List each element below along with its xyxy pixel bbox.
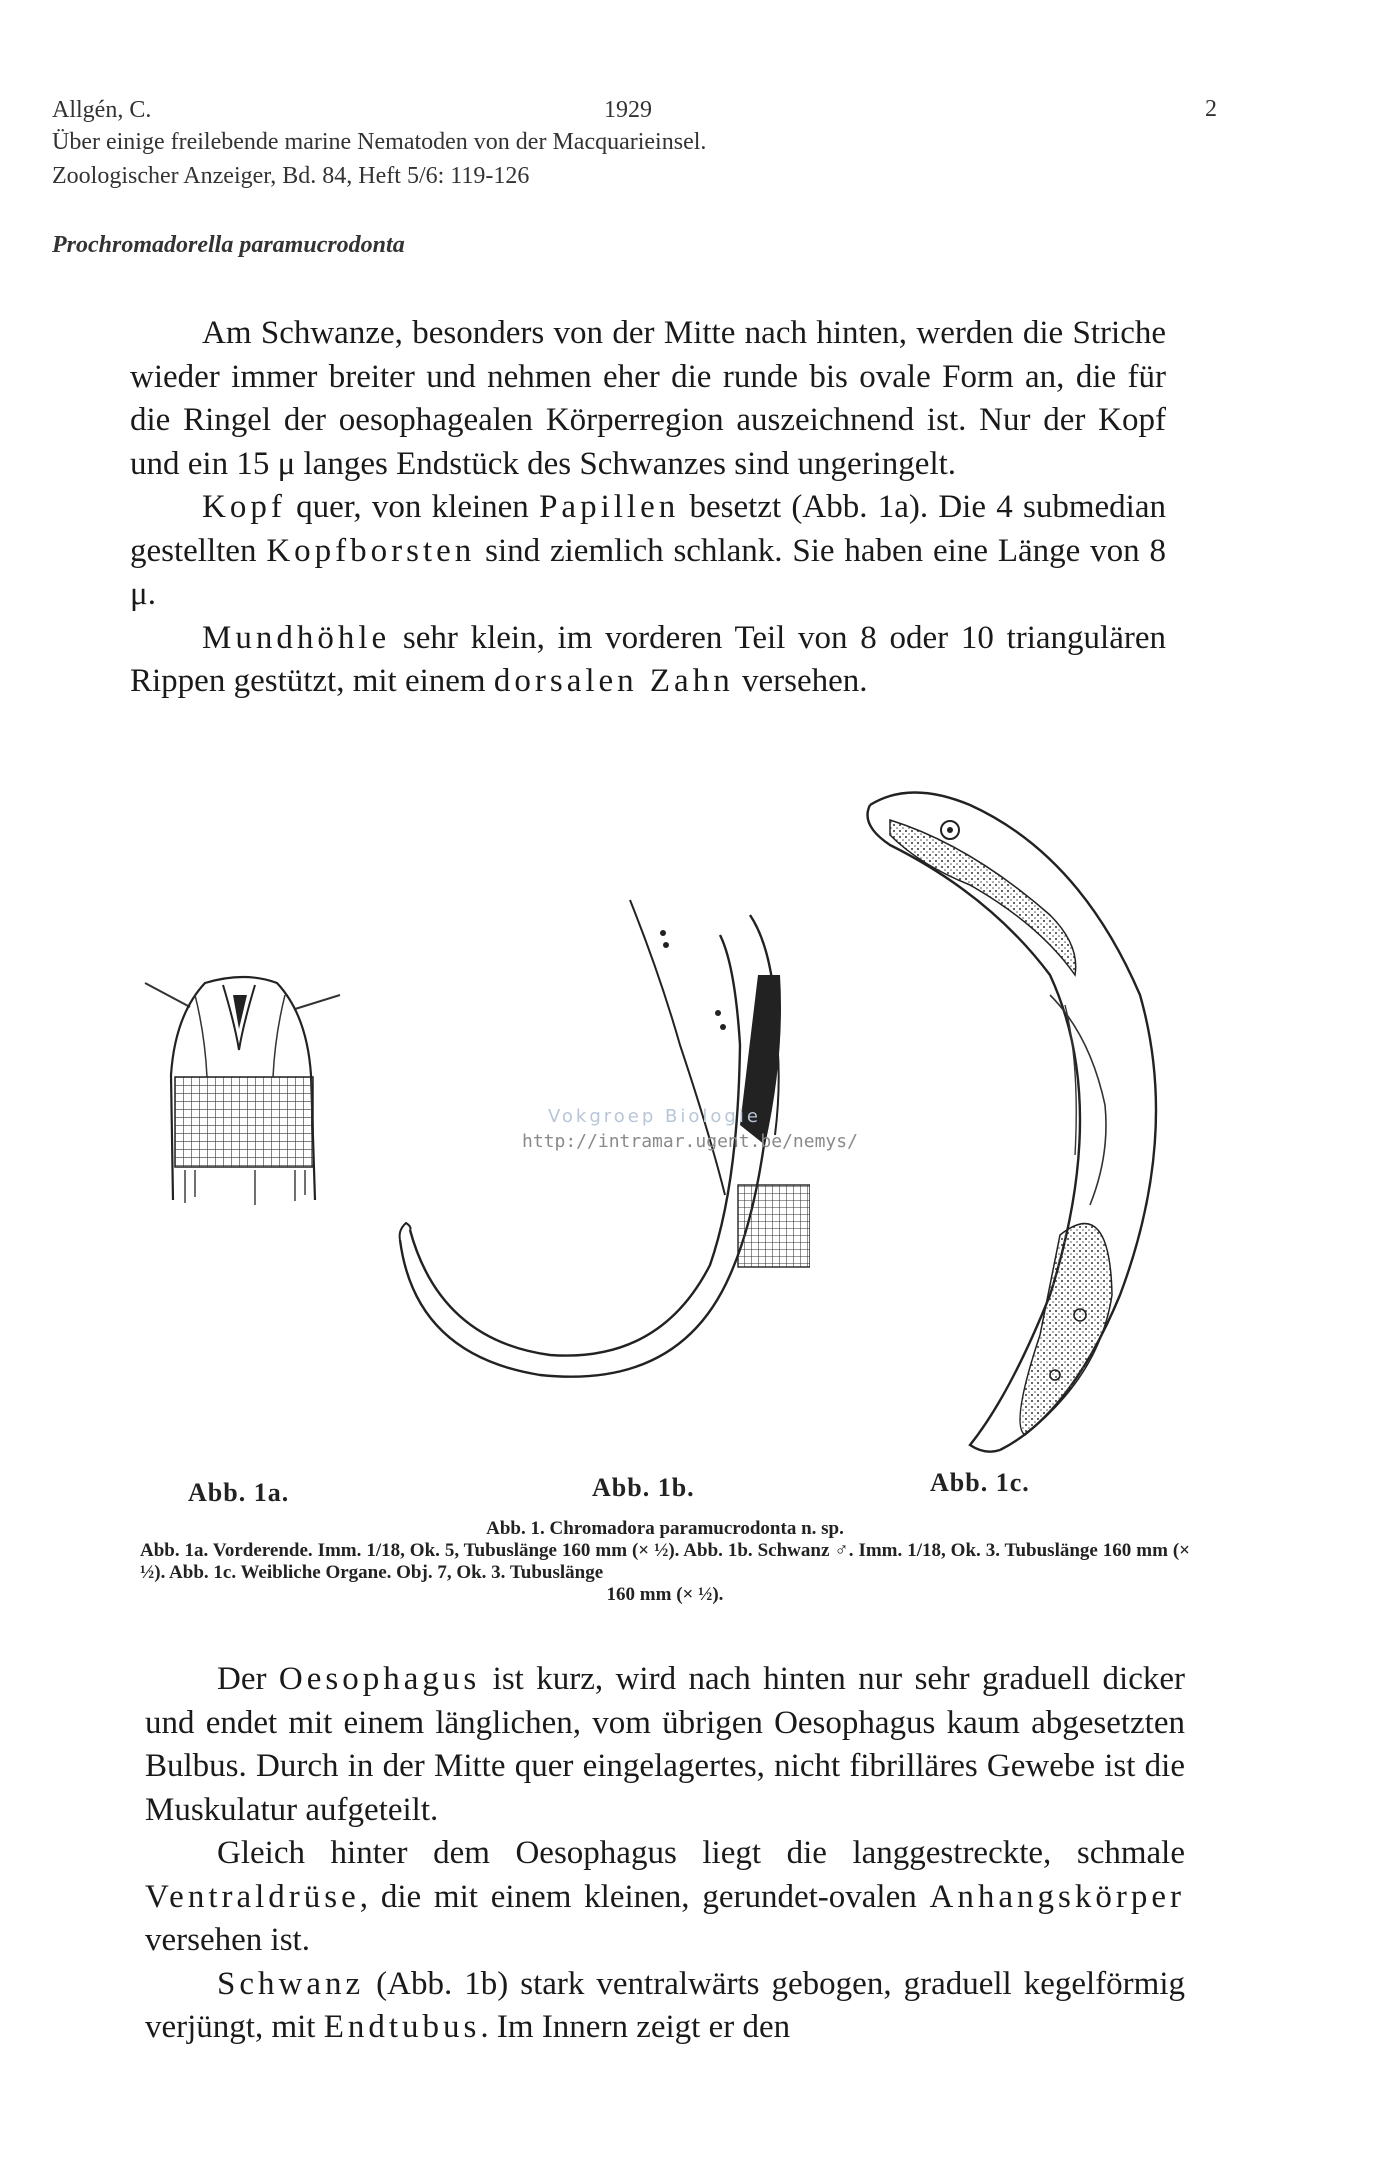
paragraph-oesophagus: Der Oesophagus ist kurz, wird nach hinten nur sehr graduell dicker und endet mit einem länglichen, vom übrigen Oesophagus kaum abgesetzten Bulbus. Durch in der Mitte quer eingelagertes, nicht fibrilläres Gewebe ist die Muskulatur aufgeteilt. bbox=[145, 1661, 1186, 1828]
term-anhangskoerper: Anhangskörper bbox=[929, 1878, 1185, 1915]
term-kopfborsten: Kopfborsten bbox=[266, 532, 476, 569]
caption-end: 160 mm (× ½). bbox=[606, 1584, 724, 1605]
paragraph-ventral-gland: Gleich hinter dem Oesophagus liegt die langgestreckte, schmale Ventraldrüse, die mit einem kleinen, gerundet-ovalen Anhangskörper versehen ist. bbox=[145, 1835, 1185, 1958]
figure-label-1a: Abb. 1a. bbox=[188, 1478, 290, 1507]
term-papillen: Papillen bbox=[539, 489, 680, 525]
year: 1929 bbox=[604, 97, 652, 123]
body-text-top bbox=[130, 312, 1166, 704]
figure-1c-female-organs-drawing bbox=[850, 775, 1200, 1455]
term-oesophagus: Oesophagus bbox=[278, 1661, 481, 1697]
term-ventraldruese: Ventraldrüse bbox=[145, 1878, 360, 1915]
figure-label-1b: Abb. 1b. bbox=[592, 1473, 695, 1502]
figure-caption bbox=[140, 1518, 1190, 1606]
figure-1a-head-drawing bbox=[135, 965, 350, 1225]
page-number: 2 bbox=[1205, 96, 1217, 122]
paragraph-mouth: Mundhöhle sehr klein, im vorderen Teil von 8 oder 10 triangulären Rippen gestützt, mit einem dorsalen Zahn versehen. bbox=[130, 619, 1166, 699]
watermark-url: http://intramar.ugent.be/nemys/ bbox=[522, 1131, 858, 1152]
species-name: Prochromadorella paramucrodonta bbox=[52, 232, 405, 258]
caption-title: Abb. 1. Chromadora paramucrodonta n. sp. bbox=[486, 1518, 844, 1539]
author: Allgén, C. bbox=[52, 97, 152, 123]
term-kopf: Kopf bbox=[202, 489, 286, 525]
term-endtubus: Endtubus bbox=[323, 2009, 481, 2045]
term-schwanz: Schwanz bbox=[217, 1965, 365, 2002]
figure-label-1c: Abb. 1c. bbox=[930, 1468, 1030, 1497]
journal-reference: Zoologischer Anzeiger, Bd. 84, Heft 5/6: 119-126 bbox=[52, 163, 530, 189]
term-dorsaler-zahn: dorsalen Zahn bbox=[493, 663, 734, 699]
paragraph-tail: Schwanz (Abb. 1b) stark ventralwärts gebogen, graduell kegelförmig verjüngt, mit Endtubus. Im Innern zeigt er den bbox=[145, 1965, 1185, 2045]
body-text-bottom bbox=[145, 1658, 1185, 2050]
paragraph-tail-annulation: Am Schwanze, besonders von der Mitte nach hinten, werden die Striche wieder immer breiter und nehmen eher die runde bis ovale Form an, die für die Ringel der oesophagealen Körperregion auszeichnend ist. Nur der Kopf und ein 15 μ langes Endstück des Schwanzes sind ungeringelt. bbox=[130, 315, 1166, 482]
watermark-logo-text: Vokgroep Biologie bbox=[548, 1106, 761, 1127]
article-title: Über einige freilebende marine Nematoden von der Macquarieinsel. bbox=[52, 129, 707, 155]
term-mundhoehle: Mundhöhle bbox=[202, 619, 391, 656]
paragraph-head: Kopf quer, von kleinen Papillen besetzt (Abb. 1a). Die 4 submedian gestellten Kopfborsten sind ziemlich schlank. Sie haben eine Länge von 8 μ. bbox=[130, 489, 1166, 612]
caption-body: Abb. 1a. Vorderende. Imm. 1/18, Ok. 5, Tubuslänge 160 mm (× ½). Abb. 1b. Schwanz ♂. Imm. 1/18, Ok. 3. Tubuslänge 160 mm (× ½). Abb. 1c. Weibliche Organe. Obj. 7, Ok. 3. Tubuslänge bbox=[140, 1540, 1190, 1583]
